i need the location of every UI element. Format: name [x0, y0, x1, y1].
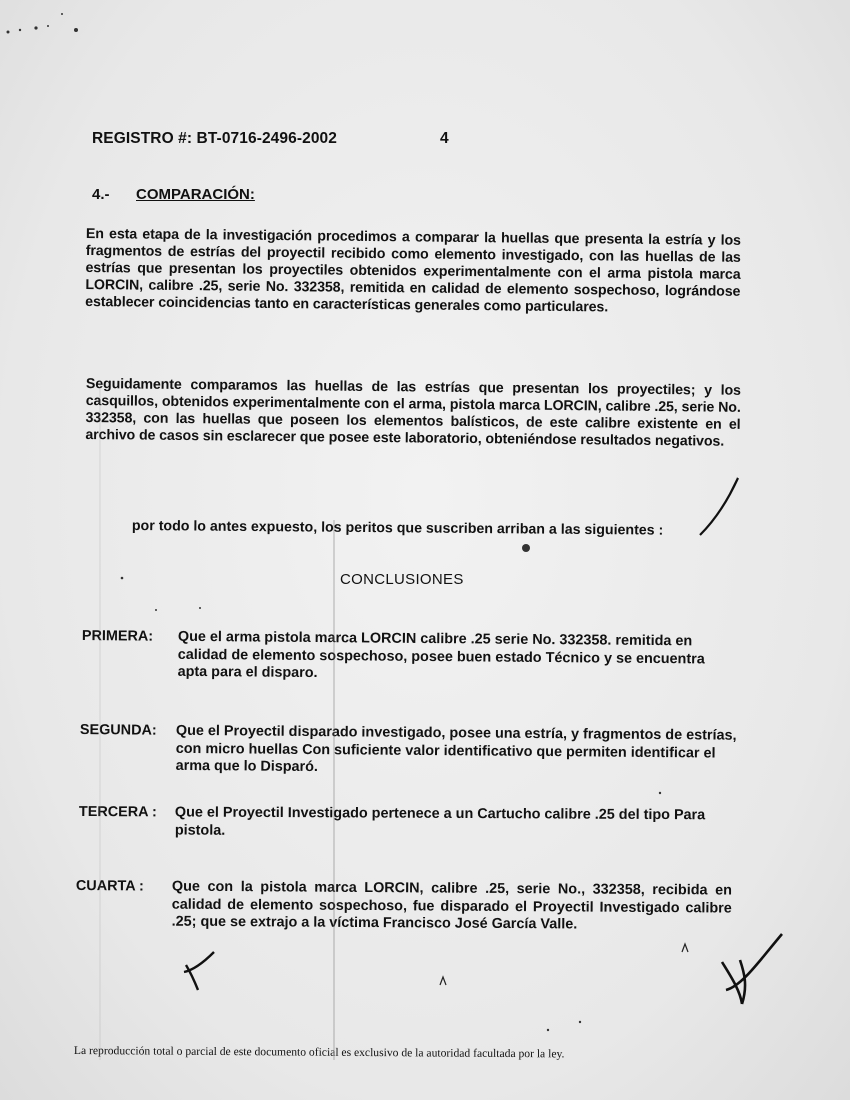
comparison-paragraph-2: Seguidamente comparamos las huellas de las estrías que presentan los proyectiles; y los casquillos, obtenidos experimentalmente con el arma, pistola marca LORCIN, calibre .25, serie No. 332358, con las huellas que poseen los elementos balísticos, de este calibre existente en el archivo de casos sin esclarecer que posee este laboratorio, obteniéndose resultados negativos.: [85, 376, 741, 450]
conclusion-label: PRIMERA:: [81, 628, 154, 645]
conclusion-label: CUARTA :: [75, 878, 144, 895]
section-number: 4.-: [92, 186, 110, 203]
conclusions-intro-line: por todo lo antes expuesto, los peritos que suscriben arriban a las siguientes :: [131, 518, 664, 539]
check-mark-icon: [700, 478, 738, 535]
conclusion-primera: [81, 628, 762, 682]
conclusion-text: Que el Proyectil Investigado pertenece a un Cartucho calibre .25 del tipo Para pistola.: [174, 804, 706, 839]
conclusion-label: SEGUNDA:: [79, 722, 157, 739]
caret-mark-icon: [440, 977, 446, 985]
page-number: 4: [440, 130, 449, 147]
section-heading: [92, 186, 255, 203]
caret-mark-icon: [682, 944, 688, 952]
conclusion-cuarta: [75, 878, 756, 933]
signature-mark-right-icon: [722, 934, 782, 1004]
conclusion-segunda: [79, 722, 760, 776]
conclusion-text: Que con la pistola marca LORCIN, calibre .25, serie No., 332358, recibida en calidad de elemento sospechoso, fue disparado el Proyectil Investigado calibre .25; que se extrajo a la víctima Francisco José García Valle.: [171, 878, 732, 933]
registro-number: REGISTRO #: BT-0716-2496-2002: [92, 130, 337, 147]
conclusion-label: TERCERA :: [78, 804, 157, 821]
comparison-paragraph-1: En esta etapa de la investigación procedimos a comparar la huellas que presenta la estría y los fragmentos de estrías del proyectil recibido como elemento investigado, con las huellas de las estrías que presentan los proyectiles obtenidos experimentalmente con el arma pistola marca LORCIN, calibre .25, serie No. 332358, remitida en calidad de elemento sospechoso, lográndose establecer coincidencias tanto en características generales como particulares.: [85, 226, 741, 316]
section-title: COMPARACIÓN:: [136, 186, 255, 203]
initial-mark-left-icon: [184, 952, 214, 990]
legal-footer: La reproducción total o parcial de este documento oficial es exclusivo de la autoridad facultada por la ley.: [73, 1044, 565, 1061]
conclusion-text: Que el arma pistola marca LORCIN calibre .25 serie No. 332358. remitida en calidad de elemento sospechoso, posee buen estado Técnico y se encuentra apta para el disparo.: [177, 628, 705, 682]
conclusions-title: CONCLUSIONES: [340, 571, 464, 588]
conclusion-tercera: [78, 804, 759, 839]
conclusion-text: Que el Proyectil disparado investigado, posee una estría, y fragmentos de estrías, con micro huellas Con suficiente valor identificativo que permiten identificar el arma que lo Disparó.: [175, 722, 737, 776]
